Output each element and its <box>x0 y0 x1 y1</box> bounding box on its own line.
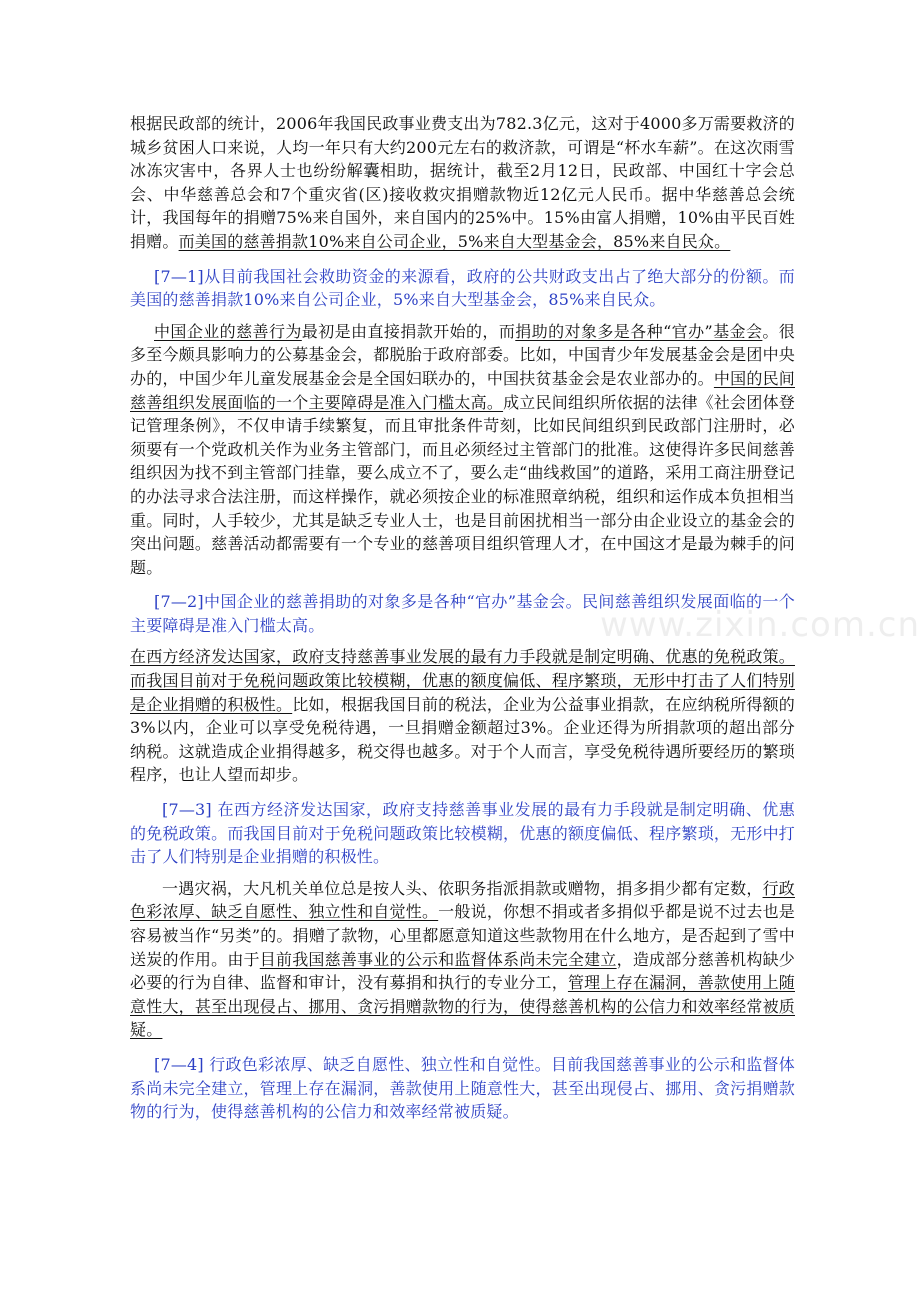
paragraph-3 <box>130 645 795 787</box>
note-7-4: [7—4] 行政色彩浓厚、缺乏自愿性、独立性和自觉性。目前我国慈善事业的公示和监督体系尚未完全建立，管理上存在漏洞，善款使用上随意性大，甚至出现侵占、挪用、贪污捐赠款物的行为，使得慈善机构的公信力和效率经常被质疑。 <box>130 1054 795 1122</box>
underlined-text: 目前我国慈善事业的公示和监督体系尚未完全建立 <box>259 949 617 969</box>
note-7-2: [7—2]中国企业的慈善捐助的对象多是各种“官办”基金会。民间慈善组织发展面临的一个主要障碍是准入门槛太高。 <box>130 592 795 635</box>
text-run: 比如，根据我国目前的税法，企业为公益事业捐款，在应纳税所得额的3%以内，企业可以享受免税待遇，一旦捐赠金额超过3%。企业还得为所捐款项的超出部分纳税。这就造成企业捐得越多，税交得也越多。对于个人而言，享受免税待遇所要经历的繁琐程序，也让人望而却步。 <box>130 694 795 785</box>
underlined-text: 管理上存在漏洞，善款使用上随意性大，甚至出现侵占、挪用、贪污捐赠款物的行为，使得慈善机构的公信力和效率经常被质疑。 <box>130 973 795 1040</box>
text-run: 根据民政部的统计，2006年我国民政事业费支出为782.3亿元，这对于4000多万需要救济的城乡贫困人口来说，人均一年只有大约200元左右的救济款，可谓是“杯水车薪”。在这次雨雪冰冻灾害中，各界人士也纷纷解囊相助，据统计，截至2月12日，民政部、中国红十字会总会、中华慈善总会和7个重灾省(区)接收救灾捐赠款物近12亿元人民币。据中华慈善总会统计，我国每年的捐赠75%来自国外，来自国内的25%中。15%由富人捐赠，10%由平民百姓捐赠。 <box>130 114 795 251</box>
text-run: ，造成部分慈善机构缺少必要的行为自律、监督和审计，没有募捐和执行的专业分工， <box>130 949 796 993</box>
watermark: www.zixin.com.cn <box>600 605 920 645</box>
paragraph-1 <box>130 112 795 254</box>
paragraph-2 <box>130 320 795 580</box>
note-7-1: [7—1]从目前我国社会救助资金的来源看，政府的公共财政支出占了绝大部分的份额。而美国的慈善捐款10%来自公司企业，5%来自大型基金会，85%来自民众。 <box>130 266 795 310</box>
underlined-text: 而美国的慈善捐款10%来自公司企业，5%来自大型基金会，85%来自民众。 <box>178 231 731 251</box>
text-run: 一遇灾祸，大凡机关单位总是按人头、依职务指派捐款或赠物，捐多捐少都有定数， <box>162 878 763 898</box>
document-page <box>130 112 795 1132</box>
underlined-text: 捐助的对象多是各种“官办”基金会 <box>515 321 763 341</box>
underlined-text: 行政色彩浓厚、缺乏自愿性、独立性和自觉性。 <box>130 878 795 922</box>
text-run: 。很多至今颇具影响力的公募基金会，都脱胎于政府部委。比如，中国青少年发展基金会是团中央办的，中国少年儿童发展基金会是全国妇联办的，中国扶贫基金会是农业部办的。 <box>130 321 795 388</box>
underlined-text: 中国企业的慈善行为 <box>154 321 302 341</box>
text-run: 最初是由直接捐款开始的，而 <box>301 321 516 341</box>
note-7-3: [7—3] 在西方经济发达国家，政府支持慈善事业发展的最有力手段就是制定明确、优惠的免税政策。而我国目前对于免税问题政策比较模糊，优惠的额度偏低、程序繁琐，无形中打击了人们特别是企业捐赠的积极性。 <box>130 800 795 867</box>
paragraph-4 <box>130 877 795 1042</box>
text-run: 一般说，你想不捐或者多捐似乎都是说不过去也是容易被当作“另类”的。捐赠了款物，心里都愿意知道这些款物用在什么地方，是否起到了雪中送炭的作用。由于 <box>130 902 795 969</box>
underlined-text: 在西方经济发达国家，政府支持慈善事业发展的最有力手段就是制定明确、优惠的免税政策。而我国目前对于免税问题政策比较模糊，优惠的额度偏低、程序繁琐，无形中打击了人们特别是企业捐赠的积极性。 <box>130 647 795 714</box>
underlined-text: 中国的民间慈善组织发展面临的一个主要障碍是准入门槛太高。 <box>130 368 795 412</box>
text-run: 成立民间组织所依据的法律《社会团体登记管理条例》，不仅申请手续繁复，而且审批条件苛刻，比如民间组织到民政部门注册时，必须要有一个党政机关作为业务主管部门，而且必须经过主管部门的批准。这使得许多民间慈善组织因为找不到主管部门挂靠，要么成立不了，要么走“曲线救国”的道路，采用工商注册登记的办法寻求合法注册，而这样操作，就必须按企业的标准照章纳税，组织和运作成本负担相当重。同时，人手较少，尤其是缺乏专业人士，也是目前困扰相当一部分由企业设立的基金会的突出问题。慈善活动都需要有一个专业的慈善项目组织管理人才，在中国这才是最为棘手的问题。 <box>130 392 795 577</box>
